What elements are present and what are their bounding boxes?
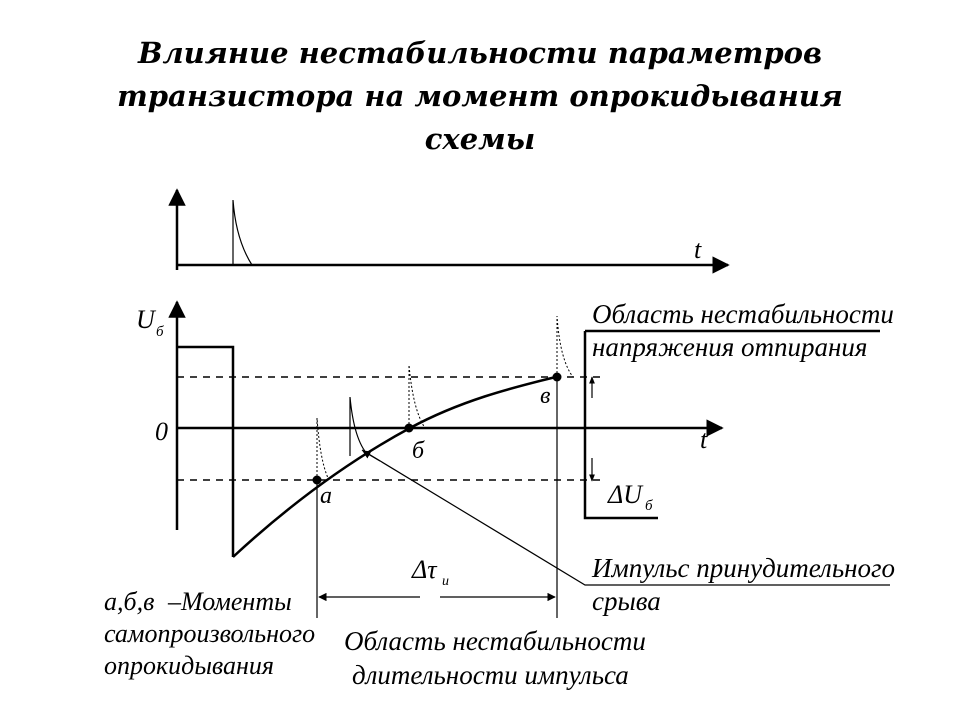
instability-duration-label-2: длительности импульса: [352, 660, 629, 690]
top-plot: [177, 190, 728, 270]
title-line-1: Влияние нестабильности параметров: [137, 36, 823, 70]
instability-duration-label-1: Область нестабильности: [344, 626, 646, 656]
pulse-b: [409, 365, 425, 428]
base-voltage-curve: [233, 376, 560, 557]
instability-voltage-label-2: напряжения отпирания: [592, 332, 868, 362]
moments-label-1: а,б,в: [104, 587, 155, 616]
forced-pulse-label-2: срыва: [592, 586, 661, 616]
delta-tau-label-sub: и: [442, 574, 449, 589]
point-b-marker: [405, 424, 414, 433]
forced-pulse-label-1: Импульс принудительного: [592, 553, 896, 583]
top-t-label: t: [694, 235, 702, 264]
base-voltage-step: [177, 347, 233, 557]
top-trigger-pulse: [233, 200, 252, 265]
point-b-label: б: [412, 438, 425, 464]
delta-u-label: ΔU: [608, 480, 643, 509]
main-t-label: t: [700, 425, 708, 454]
title-line-3: схемы: [424, 122, 536, 156]
moments-label-3: опрокидывания: [104, 651, 275, 680]
point-v-label: в: [540, 383, 551, 409]
forced-pulse-arrow: [363, 451, 380, 461]
pulse-intermediate: [350, 397, 368, 456]
instability-voltage-label-1: Область нестабильности: [592, 299, 894, 329]
point-a-label: а: [320, 483, 332, 509]
y-axis-label-sub: б: [156, 324, 164, 340]
y-axis-label: U: [136, 305, 155, 334]
moments-label-dash: –Моменты: [168, 587, 292, 616]
annotations: [104, 299, 895, 690]
zero-label: 0: [155, 417, 168, 446]
title-line-2: транзистора на момент опрокидывания: [117, 79, 843, 113]
delta-tau-label: Δτ: [412, 555, 437, 584]
moments-label-2: самопроизвольного: [104, 619, 316, 648]
delta-u-label-sub: б: [645, 498, 653, 514]
pulse-v: [557, 316, 573, 377]
